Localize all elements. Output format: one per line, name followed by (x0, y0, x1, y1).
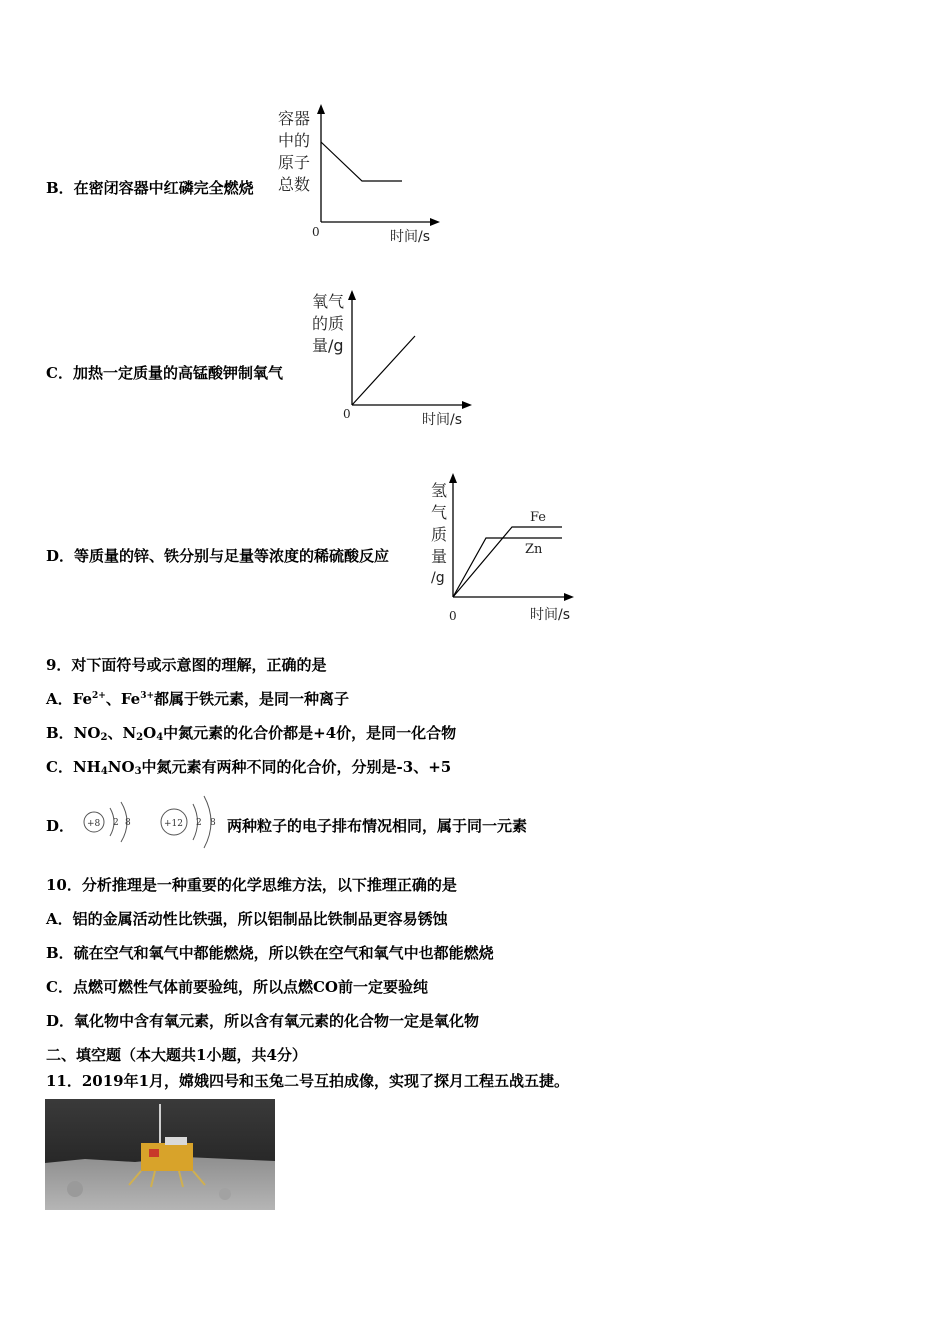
photo-lander-flag (149, 1149, 159, 1157)
graph-c-data-line (352, 336, 415, 405)
q10-option-a: A．铝的金属活动性比铁强，所以铝制品比铁制品更容易锈蚀 (46, 910, 448, 928)
q9-b-sub3: 4 (156, 732, 164, 743)
graph-c-xlabel: 时间/s (422, 412, 463, 428)
q9-stem: 9．对下面符号或示意图的理解，正确的是 (46, 656, 327, 674)
q10-option-d: D．氧化物中含有氧元素，所以含有氧元素的化合物一定是氧化物 (46, 1012, 480, 1030)
photo-lander-panel (165, 1137, 187, 1145)
q8-option-b-label: B．在密闭容器中红磷完全燃烧 (46, 179, 254, 197)
q9-option-d-prefix: D． (46, 817, 75, 835)
graph-d-x-arrow (564, 593, 574, 601)
graph-c-ylabel-line2: 的质 (312, 314, 345, 333)
photo-crater (67, 1181, 83, 1197)
atom-diagram-1 (84, 802, 131, 842)
q10-stem: 10．分析推理是一种重要的化学思维方法，以下推理正确的是 (46, 876, 457, 894)
section-2-title: 二、填空题（本大题共1小题，共4分） (46, 1046, 307, 1064)
q9-a-sup1: 2+ (92, 691, 106, 701)
graph-b (278, 104, 440, 245)
q9-option-b (46, 722, 456, 743)
graph-d-ylabel-line4: 量 (431, 547, 448, 566)
q9-c-mid: NO (107, 758, 135, 776)
atom-1-shell-1-count: 2 (113, 818, 119, 828)
graph-d-series-fe: Fe (530, 510, 547, 525)
graph-c-origin: 0 (343, 407, 351, 421)
q9-b-mid2: O (143, 724, 157, 742)
graph-b-ylabel-line1: 容器 (278, 109, 311, 128)
graph-d-line-fe (453, 538, 562, 597)
q9-c-post: 中氮元素有两种不同的化合价，分别是-3、+5 (141, 758, 452, 776)
q9-c-sub1: 4 (100, 766, 108, 777)
q9-c-sub2: 3 (134, 766, 142, 777)
graph-d-ylabel-line2: 气 (431, 503, 448, 522)
graph-c (312, 290, 472, 428)
graph-d-ylabel-line5: /g (431, 570, 445, 586)
atom-2-shell-1-count: 2 (196, 818, 202, 828)
graph-d-ylabel-line1: 氢 (431, 481, 448, 500)
graph-b-origin: 0 (312, 225, 320, 239)
q9-b-pre: B．NO (46, 724, 101, 742)
graph-d-ylabel-line3: 质 (431, 525, 448, 544)
q9-option-d-text: 两种粒子的电子排布情况相同，属于同一元素 (227, 817, 528, 835)
graph-b-ylabel-line3: 原子 (278, 153, 311, 172)
q9-b-mid1: 、N (107, 724, 137, 742)
q9-a-pre: A．Fe (46, 690, 93, 708)
q9-a-mid: 、Fe (105, 690, 141, 708)
atom-1-shell-2-count: 8 (125, 818, 131, 828)
q9-a-post: 都属于铁元素，是同一种离子 (154, 690, 350, 708)
atom-diagram-2 (161, 796, 216, 848)
graph-b-y-arrow (317, 104, 325, 114)
lunar-lander-photo (45, 1099, 275, 1210)
graph-c-ylabel-line1: 氧气 (312, 292, 345, 311)
graph-d-origin: 0 (449, 609, 457, 623)
graph-d-series-zn: Zn (525, 542, 543, 557)
q9-a-sup2: 3+ (140, 691, 155, 701)
graph-b-ylabel-line2: 中的 (278, 131, 311, 150)
graph-b-data-line (321, 142, 402, 181)
graph-d-y-arrow (449, 473, 457, 483)
q9-b-post: 中氮元素的化合价都是+4价，是同一化合物 (163, 724, 457, 742)
q8-option-d-label: D．等质量的锌、铁分别与足量等浓度的稀硫酸反应 (46, 547, 390, 565)
graph-b-xlabel: 时间/s (390, 229, 431, 245)
graph-c-y-arrow (348, 290, 356, 300)
graph-b-ylabel-line4: 总数 (278, 175, 311, 194)
atom-2-shell-2-count: 8 (210, 818, 216, 828)
q10-option-b: B．硫在空气和氧气中都能燃烧，所以铁在空气和氧气中也都能燃烧 (46, 944, 494, 962)
q9-option-c (46, 756, 451, 777)
q9-b-sub1: 2 (100, 732, 108, 743)
q10-option-c: C．点燃可燃性气体前要验纯，所以点燃CO前一定要验纯 (46, 978, 428, 996)
graph-d-xlabel: 时间/s (530, 607, 571, 623)
graph-d (431, 473, 574, 623)
atom-1-nucleus-charge: +8 (87, 819, 101, 829)
q9-option-a (46, 688, 349, 709)
q9-c-pre: C．NH (46, 758, 101, 776)
atom-2-nucleus-charge: +12 (164, 819, 183, 829)
graph-c-x-arrow (462, 401, 472, 409)
q8-option-c-label: C．加热一定质量的高锰酸钾制氧气 (46, 364, 283, 382)
graph-c-ylabel-line3: 量/g (312, 336, 344, 355)
photo-lander-body (141, 1143, 193, 1171)
q11-stem: 11．2019年1月，嫦娥四号和玉兔二号互拍成像，实现了探月工程五战五捷。 (46, 1072, 570, 1090)
q9-b-sub2: 2 (136, 732, 144, 743)
graph-b-x-arrow (430, 218, 440, 226)
photo-crater-2 (219, 1188, 231, 1200)
